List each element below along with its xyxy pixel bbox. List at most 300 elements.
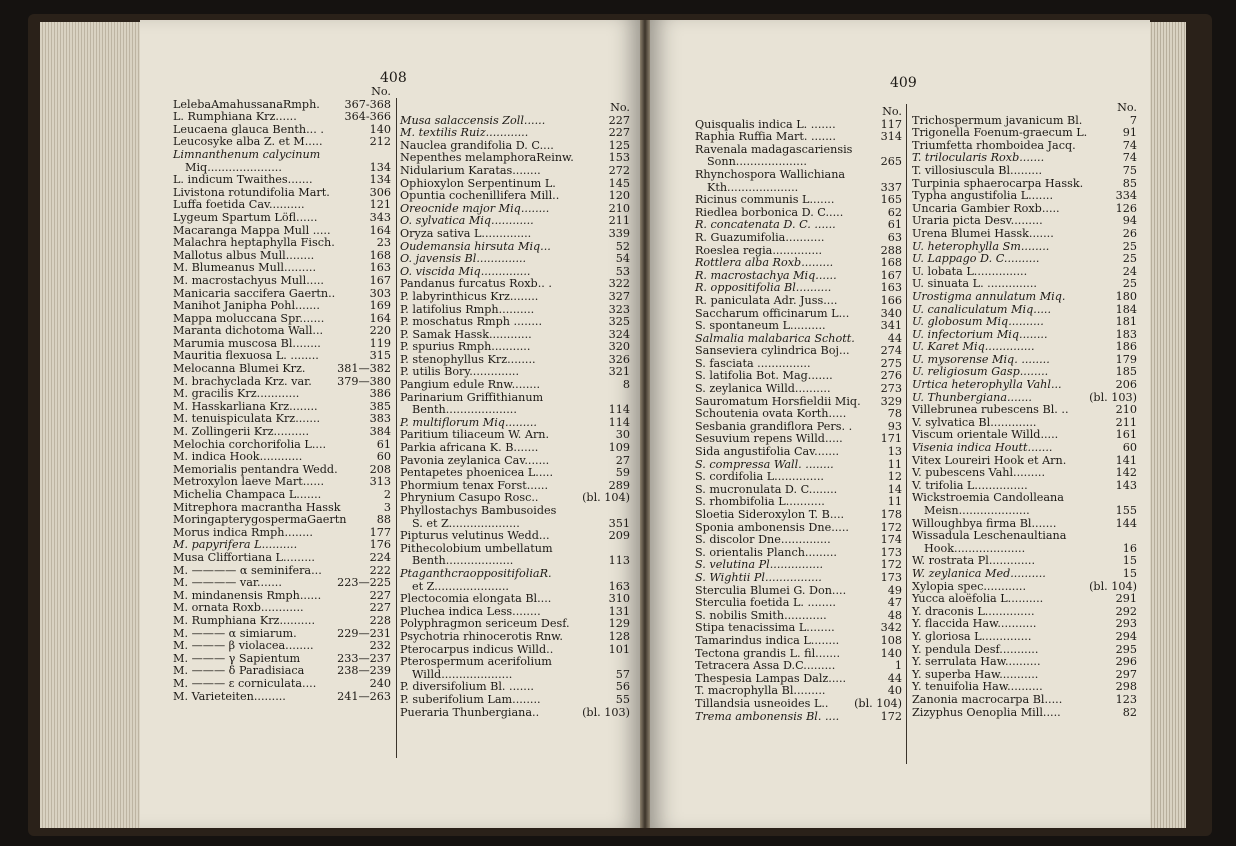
- index-entry: [173, 149, 391, 162]
- index-entry: [400, 505, 630, 518]
- column-header: No.: [610, 101, 630, 114]
- entry-name: M. ———— var.......: [173, 576, 282, 590]
- entry-name: Oreocnide major Miq........: [400, 201, 550, 215]
- entry-name: Luffa foetida Cav..........: [173, 198, 305, 212]
- entry-name: U. infectorium Miq........: [912, 327, 1048, 341]
- index-entry: [400, 593, 630, 606]
- entry-number: 173: [880, 545, 902, 559]
- index-entry: [400, 291, 630, 304]
- index-entry: [695, 295, 902, 308]
- entry-number: 164: [369, 223, 391, 237]
- entry-name: M. gracilis Krz............: [173, 387, 300, 401]
- entry-name: Pandanus furcatus Roxb.. .: [400, 277, 552, 291]
- index-entry: [173, 451, 391, 464]
- entry-name: Sponia ambonensis Dne.....: [695, 520, 849, 534]
- entry-number: 206: [1115, 378, 1137, 392]
- entry-name: Pithecolobium umbellatum: [400, 541, 553, 555]
- entry-number: 295: [1115, 642, 1137, 656]
- entry-number: 60: [1122, 441, 1137, 455]
- entry-number: 321: [608, 365, 630, 379]
- entry-number: 294: [1115, 629, 1137, 643]
- entry-name: Meisn....................: [924, 504, 1030, 517]
- entry-number: 238—239: [337, 664, 391, 678]
- index-entry: [400, 404, 630, 417]
- entry-name: Viscum orientale Willd.....: [912, 428, 1059, 442]
- index-entry: [912, 228, 1137, 241]
- entry-name: M. ——— α simiarum.: [173, 626, 297, 640]
- index-entry: [912, 316, 1137, 329]
- index-entry: [695, 471, 902, 484]
- entry-number: 275: [880, 356, 902, 370]
- entry-name: PtaganthcraoppositifoliaR.: [400, 566, 552, 580]
- entry-number: 320: [608, 340, 630, 354]
- index-entry: [400, 467, 630, 480]
- entry-name: Zizyphus Oenoplia Mill.....: [912, 705, 1061, 719]
- index-entry: [400, 190, 630, 203]
- entry-number: 11: [887, 457, 902, 471]
- entry-name: S. Wightii Pl................: [695, 570, 822, 584]
- entry-number: 343: [369, 210, 391, 224]
- entry-name: T. villosiuscula Bl.........: [912, 163, 1043, 177]
- entry-number: 289: [608, 478, 630, 492]
- entry-number: 322: [608, 277, 630, 291]
- entry-name: Schoutenia ovata Korth.....: [695, 407, 847, 421]
- entry-number: 273: [880, 382, 902, 396]
- page-edges-right: [1146, 22, 1186, 828]
- entry-name: U. heterophylla Sm........: [912, 239, 1050, 253]
- entry-name: Ravenala madagascariensis: [695, 142, 853, 156]
- entry-name: Livistona rotundifolia Mart.: [173, 185, 330, 199]
- entry-name: M. papyrifera L..........: [173, 538, 298, 552]
- entry-number: 183: [1115, 327, 1137, 341]
- index-entry: [695, 257, 902, 270]
- entry-number: 227: [608, 113, 630, 127]
- entry-number: (bl. 103): [582, 705, 630, 719]
- entry-name: Nidularium Karatas........: [400, 163, 541, 177]
- index-entry: [173, 388, 391, 401]
- entry-name: Parkia africana K. B.......: [400, 441, 539, 455]
- entry-name: Quisqualis indica L. .......: [695, 117, 836, 131]
- entry-number: 134: [369, 173, 391, 187]
- entry-number: 185: [1115, 365, 1137, 379]
- index-entry: [695, 711, 902, 724]
- entry-number: 292: [1115, 604, 1137, 618]
- entry-name: S. et Z....................: [412, 516, 520, 530]
- entry-name: Pangium edule Rnw........: [400, 378, 541, 392]
- entry-name: Sesbania grandiflora Pers. .: [695, 419, 853, 433]
- entry-name: Limnanthenum calycinum: [173, 147, 321, 161]
- entry-name: Thespesia Lampas Dalz.....: [695, 671, 847, 685]
- entry-number: 23: [376, 236, 391, 250]
- entry-number: (bl. 104): [582, 491, 630, 505]
- entry-number: 306: [369, 185, 391, 199]
- entry-name: Sterculia Blumei G. Don....: [695, 583, 847, 597]
- entry-number: (bl. 104): [854, 696, 902, 710]
- entry-number: 220: [369, 324, 391, 338]
- entry-name: Sauromatum Horsfieldii Miq.: [695, 394, 861, 408]
- entry-number: [627, 505, 630, 518]
- entry-number: 30: [615, 428, 630, 442]
- entry-number: 208: [369, 462, 391, 476]
- entry-name: Villebrunea rubescens Bl. ..: [912, 403, 1069, 417]
- entry-name: S. rhombifolia L...........: [695, 495, 825, 509]
- entry-name: S. compressa Wall. ........: [695, 457, 834, 471]
- entry-name: S. fasciata ...............: [695, 356, 811, 370]
- index-entry: [912, 404, 1137, 417]
- entry-name: M. mindanensis Rmph......: [173, 588, 322, 602]
- entry-name: Mitrephora macrantha Hassk: [173, 500, 341, 514]
- entry-name: M. ———— α seminifera...: [173, 563, 322, 577]
- entry-number: 85: [1122, 176, 1137, 190]
- entry-name: P. moschatus Rmph ........: [400, 315, 542, 329]
- entry-number: 179: [1115, 352, 1137, 366]
- entry-name: M. Rumphiana Krz..........: [173, 613, 316, 627]
- entry-name: Phrynium Casupo Rosc..: [400, 491, 539, 505]
- entry-number: 3: [383, 500, 391, 514]
- entry-number: 367-368: [344, 97, 391, 111]
- index-entry: [912, 593, 1137, 606]
- entry-number: 52: [615, 239, 630, 253]
- entry-name: Trichospermum javanicum Bl.: [912, 113, 1083, 127]
- entry-number: 315: [369, 349, 391, 363]
- entry-number: 14: [887, 482, 902, 496]
- entry-name: Y. gloriosa L..............: [912, 629, 1032, 643]
- entry-name: Mauritia flexuosa L. ........: [173, 349, 319, 363]
- entry-number: 209: [608, 529, 630, 543]
- column-header: No.: [371, 85, 391, 98]
- entry-name: Leucosyke alba Z. et M.....: [173, 135, 323, 149]
- index-column: [173, 86, 391, 703]
- entry-number: 141: [1115, 453, 1137, 467]
- column-header: No.: [882, 105, 902, 118]
- entry-name: S. zeylanica Willd..........: [695, 382, 831, 396]
- column-divider: [906, 104, 907, 764]
- entry-number: 181: [1115, 315, 1137, 329]
- entry-name: Stipa tenacissima L........: [695, 621, 835, 635]
- index-entry: [912, 631, 1137, 644]
- entry-number: [627, 656, 630, 669]
- entry-name: P. utilis Bory..............: [400, 365, 520, 379]
- entry-number: 163: [369, 261, 391, 275]
- index-entry: [695, 660, 902, 673]
- entry-number: 25: [1122, 252, 1137, 266]
- index-entry: [173, 577, 391, 590]
- entry-number: (bl. 103): [1089, 390, 1137, 404]
- entry-number: 91: [1122, 126, 1137, 140]
- entry-number: 227: [369, 588, 391, 602]
- index-entry: [400, 656, 630, 669]
- entry-name: Tamarindus indica L........: [695, 633, 840, 647]
- entry-name: Y. tenuifolia Haw..........: [912, 680, 1043, 694]
- entry-number: 78: [887, 407, 902, 421]
- entry-number: 337: [880, 180, 902, 194]
- index-entry: [695, 635, 902, 648]
- entry-number: 114: [608, 403, 630, 417]
- entry-number: 143: [1115, 478, 1137, 492]
- entry-number: 163: [880, 281, 902, 295]
- entry-name: Sloetia Sideroxylon T. B....: [695, 508, 845, 521]
- entry-name: U. religiosum Gasp........: [912, 365, 1049, 379]
- entry-number: 293: [1115, 617, 1137, 631]
- entry-number: 61: [376, 437, 391, 451]
- entry-number: 326: [608, 352, 630, 366]
- entry-name: W. rostrata Pl.............: [912, 554, 1036, 568]
- entry-name: Manihot Janipha Pohl.......: [173, 299, 320, 313]
- page-number: 408: [380, 70, 407, 86]
- index-entry: [695, 169, 902, 182]
- entry-name: U. sinuata L. ..............: [912, 277, 1037, 291]
- entry-number: 54: [615, 252, 630, 266]
- entry-number: 11: [887, 495, 902, 509]
- entry-number: 211: [1115, 415, 1137, 429]
- entry-name: Vitex Loureiri Hook et Arn.: [912, 453, 1067, 467]
- index-entry: [695, 320, 902, 333]
- entry-number: 142: [1115, 466, 1137, 480]
- entry-number: 229—231: [337, 626, 391, 640]
- entry-number: 241—263: [337, 689, 391, 703]
- entry-name: Hook....................: [924, 541, 1026, 555]
- entry-name: Kth....................: [707, 180, 799, 194]
- index-entry: [695, 509, 902, 522]
- entry-number: 15: [1122, 554, 1137, 568]
- entry-number: 274: [880, 344, 902, 358]
- entry-name: Raphia Ruffia Mart. .......: [695, 130, 836, 144]
- entry-name: M. textilis Ruiz............: [400, 126, 529, 140]
- entry-name: U. lobata L...............: [912, 264, 1028, 278]
- index-entry: [400, 379, 630, 392]
- entry-number: 13: [887, 445, 902, 459]
- index-entry: [912, 694, 1137, 707]
- entry-number: 164: [369, 311, 391, 325]
- entry-number: 327: [608, 289, 630, 303]
- entry-name: Polyphragmon sericeum Desf.: [400, 617, 570, 631]
- entry-name: S. spontaneum L..........: [695, 319, 826, 333]
- entry-number: 172: [880, 558, 902, 572]
- entry-number: 1: [894, 659, 902, 673]
- entry-number: 169: [369, 299, 391, 313]
- entry-name: U. Lappago D. C..........: [912, 252, 1040, 266]
- index-entry: [695, 345, 902, 358]
- entry-name: R. Guazumifolia...........: [695, 230, 825, 244]
- entry-name: M. indica Hook............: [173, 450, 303, 464]
- entry-number: 48: [887, 608, 902, 622]
- entry-name: Riedlea borbonica D. C.....: [695, 205, 844, 219]
- entry-name: Sterculia foetida L. ........: [695, 596, 836, 610]
- entry-number: 340: [880, 306, 902, 320]
- entry-number: 167: [880, 268, 902, 282]
- index-entry: [173, 363, 391, 376]
- entry-number: 163: [608, 579, 630, 593]
- entry-name: M. ornata Roxb............: [173, 601, 304, 615]
- entry-name: V. pubescens Vahl.........: [912, 466, 1046, 480]
- entry-name: M. brachyclada Krz. var.: [173, 374, 312, 388]
- entry-number: 303: [369, 286, 391, 300]
- entry-name: MoringapterygospermaGaertn: [173, 513, 347, 527]
- entry-name: Leucaena glauca Benth... .: [173, 122, 324, 136]
- entry-number: 324: [608, 327, 630, 341]
- entry-number: 153: [608, 151, 630, 165]
- entry-name: Rottlera alba Roxb.........: [695, 256, 834, 270]
- entry-name: Rhynchospora Wallichiana: [695, 167, 846, 181]
- entry-number: 145: [608, 176, 630, 190]
- entry-number: 223—225: [337, 576, 391, 590]
- index-entry: [400, 707, 630, 720]
- entry-number: 56: [615, 680, 630, 694]
- index-entry: [912, 165, 1137, 178]
- entry-name: Tetracera Assa D.C.........: [695, 659, 836, 673]
- entry-name: R. concatenata D. C. ......: [695, 218, 836, 232]
- entry-name: Willd....................: [412, 667, 513, 681]
- entry-number: 117: [880, 117, 902, 131]
- entry-name: Pentapetes phoenicea L.....: [400, 466, 554, 480]
- index-entry: [912, 467, 1137, 480]
- entry-name: Tillandsia usneoides L..: [695, 696, 829, 710]
- index-entry: [173, 212, 391, 225]
- entry-name: Uraria picta Desv.........: [912, 214, 1043, 228]
- entry-name: M. Blumeanus Mull.........: [173, 261, 317, 275]
- entry-number: 296: [1115, 655, 1137, 669]
- entry-name: Pluchea indica Less........: [400, 604, 541, 618]
- entry-name: Zanonia macrocarpa Bl.....: [912, 692, 1063, 706]
- entry-name: S. orientalis Planch.........: [695, 545, 837, 559]
- index-entry: [173, 678, 391, 691]
- entry-name: Benth...................: [412, 554, 514, 568]
- entry-name: U. canaliculatum Miq.....: [912, 302, 1052, 316]
- entry-number: 276: [880, 369, 902, 383]
- entry-number: 126: [1115, 201, 1137, 215]
- entry-name: Opuntia cochenillifera Mill..: [400, 189, 560, 203]
- entry-name: Memorialis pentandra Wedd.: [173, 462, 338, 476]
- index-entry: [173, 174, 391, 187]
- index-entry: [400, 341, 630, 354]
- index-entry: [695, 597, 902, 610]
- index-entry: [695, 383, 902, 396]
- index-entry: [912, 505, 1137, 518]
- entry-number: 165: [880, 193, 902, 207]
- entry-number: 140: [880, 646, 902, 660]
- entry-number: 325: [608, 315, 630, 329]
- entry-number: 210: [1115, 403, 1137, 417]
- entry-name: Morus indica Rmph........: [173, 525, 313, 539]
- index-entry: [695, 194, 902, 207]
- index-entry: [912, 253, 1137, 266]
- index-entry: [400, 253, 630, 266]
- index-entry: [912, 127, 1137, 140]
- index-entry: [912, 379, 1137, 392]
- index-entry: [912, 341, 1137, 354]
- entry-number: 25: [1122, 277, 1137, 291]
- entry-number: 63: [887, 230, 902, 244]
- entry-name: Pipturus velutinus Wedd...: [400, 529, 550, 543]
- entry-number: 386: [369, 387, 391, 401]
- entry-name: Tectona grandis L. fil.......: [695, 646, 841, 660]
- entry-number: 288: [880, 243, 902, 257]
- entry-name: R. oppositifolia Bl..........: [695, 281, 832, 295]
- entry-name: Pterospermum acerifolium: [400, 655, 552, 669]
- entry-name: Nepenthes melamphoraReinw.: [400, 151, 574, 165]
- entry-number: 334: [1115, 189, 1137, 203]
- entry-name: Miq.....................: [185, 160, 282, 174]
- entry-number: 168: [369, 248, 391, 262]
- index-entry: [400, 530, 630, 543]
- entry-name: T. macrophylla Bl.........: [695, 684, 826, 698]
- entry-number: 222: [369, 563, 391, 577]
- entry-name: Mallotus albus Mull........: [173, 248, 315, 262]
- entry-name: Xylopia spec............: [912, 579, 1027, 593]
- entry-name: P. suberifolium Lam........: [400, 692, 541, 706]
- entry-number: 12: [887, 470, 902, 484]
- entry-number: [899, 169, 902, 182]
- entry-name: Marumia muscosa Bl........: [173, 336, 321, 350]
- entry-number: 173: [880, 570, 902, 584]
- entry-name: U. Karet Miq..............: [912, 340, 1035, 354]
- entry-number: 74: [1122, 151, 1137, 165]
- entry-number: 291: [1115, 592, 1137, 606]
- entry-number: 26: [1122, 226, 1137, 240]
- entry-number: 94: [1122, 214, 1137, 228]
- entry-number: 82: [1122, 705, 1137, 719]
- entry-number: 298: [1115, 680, 1137, 694]
- index-entry: [173, 111, 391, 124]
- entry-name: Plectocomia elongata Bl....: [400, 592, 552, 606]
- entry-name: Lygeum Spartum Löfl......: [173, 210, 318, 224]
- entry-number: 339: [608, 226, 630, 240]
- entry-name: M. ——— δ Paradisiaca: [173, 664, 305, 678]
- page-edges-left: [40, 22, 150, 828]
- entry-name: L. Rumphiana Krz......: [173, 110, 297, 124]
- entry-number: 8: [622, 378, 630, 392]
- entry-name: Pterocarpus indicus Willd..: [400, 642, 554, 656]
- entry-name: M. ——— β violacea........: [173, 639, 314, 653]
- entry-name: Roeslea regia..............: [695, 243, 823, 257]
- entry-name: V. sylvatica Bl.............: [912, 415, 1037, 429]
- entry-number: 114: [608, 415, 630, 429]
- entry-number: (bl. 104): [1089, 579, 1137, 593]
- right-page: [650, 20, 1150, 828]
- entry-name: M. Zollingerii Krz..........: [173, 425, 310, 439]
- entry-name: M. Hasskarliana Krz........: [173, 399, 318, 413]
- entry-name: Ophioxylon Serpentinum L.: [400, 176, 556, 190]
- index-entry: [173, 489, 391, 502]
- entry-number: 211: [608, 214, 630, 228]
- entry-name: Parinarium Griffithianum: [400, 390, 544, 404]
- entry-name: P. diversifolium Bl. .......: [400, 680, 534, 694]
- entry-number: 233—237: [337, 651, 391, 665]
- entry-name: Benth....................: [412, 403, 517, 417]
- entry-number: 88: [376, 513, 391, 527]
- entry-number: 134: [369, 160, 391, 174]
- entry-name: M. ——— ε corniculata....: [173, 676, 317, 690]
- entry-number: 144: [1115, 516, 1137, 530]
- index-entry: [400, 316, 630, 329]
- entry-name: Y. serrulata Haw..........: [912, 655, 1041, 669]
- entry-number: 40: [887, 684, 902, 698]
- entry-name: T. trilocularis Roxb.......: [912, 151, 1045, 165]
- index-entry: [400, 127, 630, 140]
- index-entry: [173, 691, 391, 704]
- entry-name: V. trifolia L...............: [912, 478, 1028, 492]
- index-entry: [173, 275, 391, 288]
- entry-name: Y. draconis L..............: [912, 604, 1035, 618]
- entry-name: S. latifolia Bot. Mag.......: [695, 369, 833, 383]
- entry-name: Yucca aloëfolia L..........: [912, 592, 1044, 606]
- entry-name: L. indicum Twaithes.......: [173, 173, 313, 187]
- entry-number: 60: [376, 450, 391, 464]
- index-entry: [173, 640, 391, 653]
- entry-name: LelebaAmahussanaRmph.: [173, 97, 320, 111]
- entry-name: Wickstroemia Candolleana: [912, 491, 1064, 505]
- entry-number: 57: [615, 667, 630, 681]
